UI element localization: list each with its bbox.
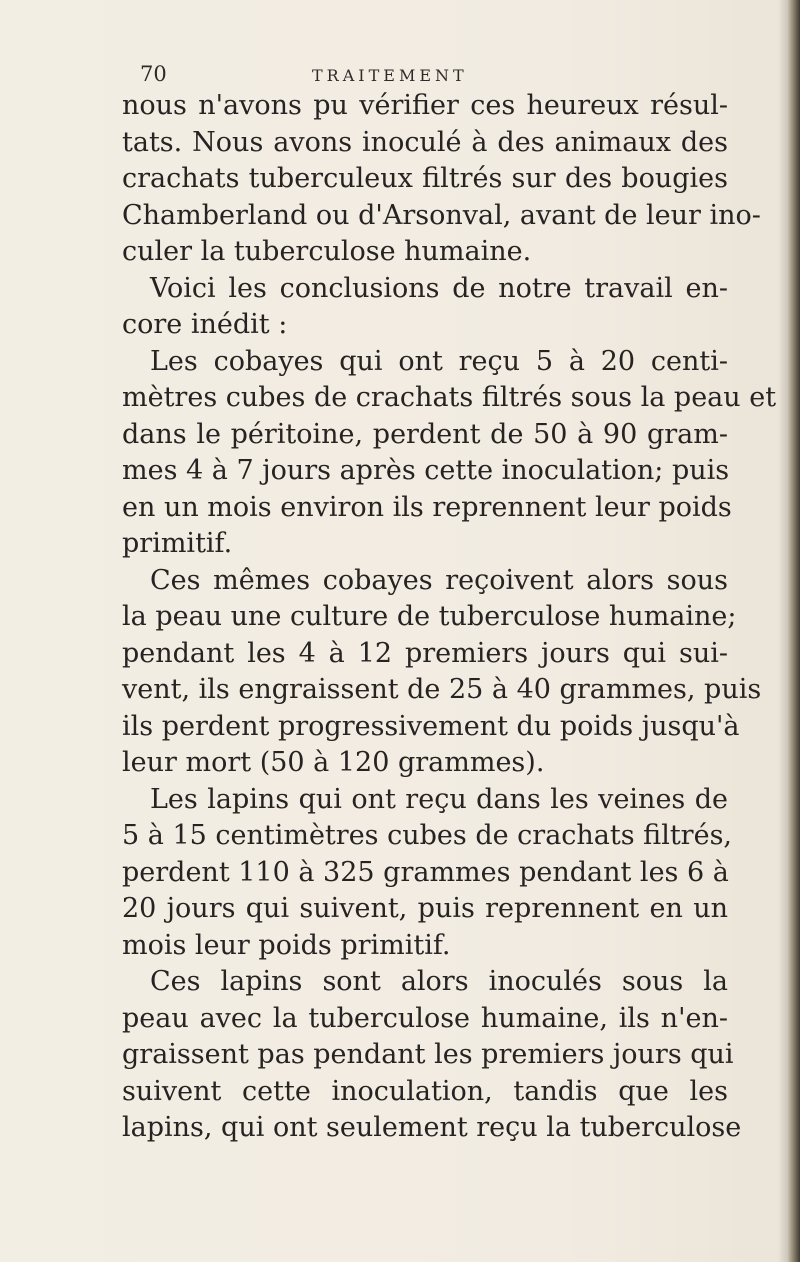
text-line: en un mois environ ils reprennent leur poids bbox=[122, 491, 732, 523]
text-line: vent, ils engraissent de 25 à 40 grammes, puis bbox=[122, 674, 762, 705]
text-line: pendant les 4 à 12 premiers jours qui sui- bbox=[122, 637, 728, 669]
text-line: Ces mêmes cobayes reçoivent alors sous bbox=[150, 564, 728, 596]
text-line: suivent cette inoculation, tandis que les bbox=[122, 1075, 728, 1107]
page-binding-edge bbox=[788, 0, 800, 1262]
running-title: TRAITEMENT bbox=[312, 66, 468, 85]
text-line: Les lapins qui ont reçu dans les veines de bbox=[150, 783, 728, 815]
text-line: 5 à 15 centimètres cubes de crachats filtrés, bbox=[122, 820, 733, 851]
text-line: Voici les conclusions de notre travail en- bbox=[150, 272, 728, 304]
text-line: graissent pas pendant les premiers jours qui bbox=[122, 1039, 734, 1070]
text-line: Les cobayes qui ont reçu 5 à 20 centi- bbox=[150, 345, 728, 377]
text-line: peau avec la tuberculose humaine, ils n'en- bbox=[122, 1002, 728, 1034]
text-line: 20 jours qui suivent, puis reprennent en un bbox=[122, 893, 728, 924]
text-line: primitif. bbox=[122, 528, 233, 559]
text-line: nous n'avons pu vérifier ces heureux résul- bbox=[122, 90, 728, 121]
text-line: la peau une culture de tuberculose humaine; bbox=[122, 601, 737, 632]
text-line: perdent 110 à 325 grammes pendant les 6 à bbox=[122, 856, 729, 888]
text-line: Chamberland ou d'Arsonval, avant de leur ino- bbox=[122, 199, 761, 231]
text-line: lapins, qui ont seulement reçu la tuberculose bbox=[122, 1112, 742, 1143]
text-line: culer la tuberculose humaine. bbox=[122, 236, 532, 267]
text-line: mois leur poids primitif. bbox=[122, 929, 451, 961]
text-line: Ces lapins sont alors inoculés sous la bbox=[150, 966, 728, 997]
text-line: tats. Nous avons inoculé à des animaux des bbox=[122, 126, 728, 158]
text-line: leur mort (50 à 120 grammes). bbox=[122, 747, 545, 778]
body-text bbox=[122, 88, 777, 1147]
text-line: dans le péritoine, perdent de 50 à 90 gram- bbox=[122, 418, 728, 450]
text-line: mètres cubes de crachats filtrés sous la peau et bbox=[122, 382, 777, 413]
binding-shadow bbox=[778, 0, 788, 1262]
page-number: 70 bbox=[140, 62, 167, 86]
text-line: core inédit : bbox=[122, 309, 288, 340]
text-line: ils perdent progressivement du poids jusqu'à bbox=[122, 710, 740, 742]
text-line: crachats tuberculeux filtrés sur des bougies bbox=[122, 163, 728, 194]
text-line: mes 4 à 7 jours après cette inoculation; puis bbox=[122, 455, 730, 486]
